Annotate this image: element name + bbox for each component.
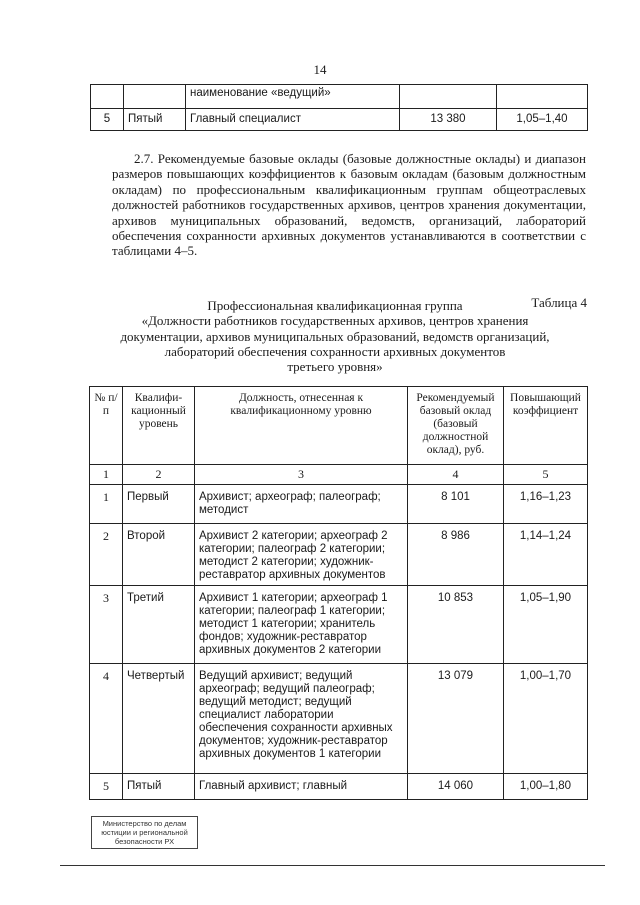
header-position: Должность, отнесенная к квалификационному уровню — [195, 387, 408, 465]
row-salary: 10 853 — [408, 586, 504, 664]
group-title-line: лабораторий обеспечения сохранности архивных документов — [164, 343, 506, 359]
continuation-table — [90, 84, 588, 131]
row-level: Четвертый — [123, 664, 195, 774]
row-number: 2 — [90, 524, 123, 586]
row-position: Главный специалист — [186, 109, 400, 131]
stamp-line: юстиции и региональной — [101, 828, 188, 837]
row-number: 3 — [90, 586, 123, 664]
row-position: Архивист; археограф; палеограф; методист — [195, 485, 408, 524]
row-level: Пятый — [124, 109, 186, 131]
index-cell: 5 — [504, 465, 588, 485]
stamp-line: Министерство по делам — [102, 819, 187, 828]
row-number: 5 — [91, 109, 124, 131]
row-level: Первый — [123, 485, 195, 524]
group-title-line: третьего уровня» — [287, 359, 383, 375]
table-row — [90, 774, 588, 800]
row-coefficient: 1,00–1,70 — [504, 664, 588, 774]
header-salary: Рекомендуемый базовый оклад (базовый должностной оклад), руб. — [408, 387, 504, 465]
row-salary: 14 060 — [408, 774, 504, 800]
header-level: Квалифи-кационный уровень — [123, 387, 195, 465]
table-row — [90, 524, 588, 586]
row-position: Архивист 2 категории; археограф 2 категории; палеограф 2 категории; методист 2 категории; художник-реставратор архивных документов — [195, 524, 408, 586]
table-row — [90, 485, 588, 524]
row-coefficient: 1,14–1,24 — [504, 524, 588, 586]
table-header-row — [90, 387, 588, 465]
header-number: № п/п — [90, 387, 123, 465]
ministry-stamp — [91, 816, 198, 849]
row-coefficient: 1,05–1,40 — [497, 109, 588, 131]
row-position: наименование «ведущий» — [186, 85, 400, 109]
row-salary: 8 101 — [408, 485, 504, 524]
table-row — [90, 664, 588, 774]
paragraph-2-7: 2.7. Рекомендуемые базовые оклады (базовые должностные оклады) и диапазон размеров повышающих коэффициентов к базовым окладам (базовым должностным окладам) по профессиональным квалификационным группам общеотраслевых должностей работников государственных архивов, центров хранения документации, архивов муниципальных образований, ведомств, организаций, лабораторий обеспечения сохранности архивных документов устанавливаются в соответствии с таблицами 4–5. — [112, 151, 586, 259]
group-title-line: «Должности работников государственных архивов, центров хранения — [141, 313, 529, 329]
row-coefficient: 1,00–1,80 — [504, 774, 588, 800]
row-salary: 13 380 — [400, 109, 497, 131]
row-position: Ведущий архивист; ведущий археограф; ведущий палеограф; ведущий методист; ведущий специалист лаборатории обеспечения сохранности архивных документов; художник-реставратор архивных документов 1 категории — [195, 664, 408, 774]
row-salary: 8 986 — [408, 524, 504, 586]
row-salary — [400, 85, 497, 109]
row-position: Главный архивист; главный — [195, 774, 408, 800]
table-label: Таблица 4 — [531, 295, 587, 310]
page-number: 14 — [313, 62, 327, 77]
row-level: Второй — [123, 524, 195, 586]
table-row — [91, 109, 588, 131]
table-index-row — [90, 465, 588, 485]
group-title-line: Профессиональная квалификационная группа — [207, 298, 463, 313]
row-number: 5 — [90, 774, 123, 800]
table-row — [91, 85, 588, 109]
row-position: Архивист 1 категории; археограф 1 категории; палеограф 1 категории; методист 1 категории; хранитель фондов; художник-реставратор архивных документов 2 категории — [195, 586, 408, 664]
row-salary: 13 079 — [408, 664, 504, 774]
bottom-divider — [60, 865, 605, 866]
header-coefficient: Повышающий коэффициент — [504, 387, 588, 465]
row-coefficient — [497, 85, 588, 109]
index-cell: 4 — [408, 465, 504, 485]
index-cell: 1 — [90, 465, 123, 485]
row-level — [124, 85, 186, 109]
row-number: 1 — [90, 485, 123, 524]
index-cell: 2 — [123, 465, 195, 485]
row-number — [91, 85, 124, 109]
row-level: Пятый — [123, 774, 195, 800]
qualification-table — [89, 386, 588, 800]
row-level: Третий — [123, 586, 195, 664]
index-cell: 3 — [195, 465, 408, 485]
row-number: 4 — [90, 664, 123, 774]
row-coefficient: 1,16–1,23 — [504, 485, 588, 524]
table-row — [90, 586, 588, 664]
group-title-line: документации, архивов муниципальных образований, ведомств организаций, — [120, 328, 550, 344]
group-title — [100, 298, 570, 374]
stamp-line: безопасности РХ — [114, 837, 175, 846]
row-coefficient: 1,05–1,90 — [504, 586, 588, 664]
